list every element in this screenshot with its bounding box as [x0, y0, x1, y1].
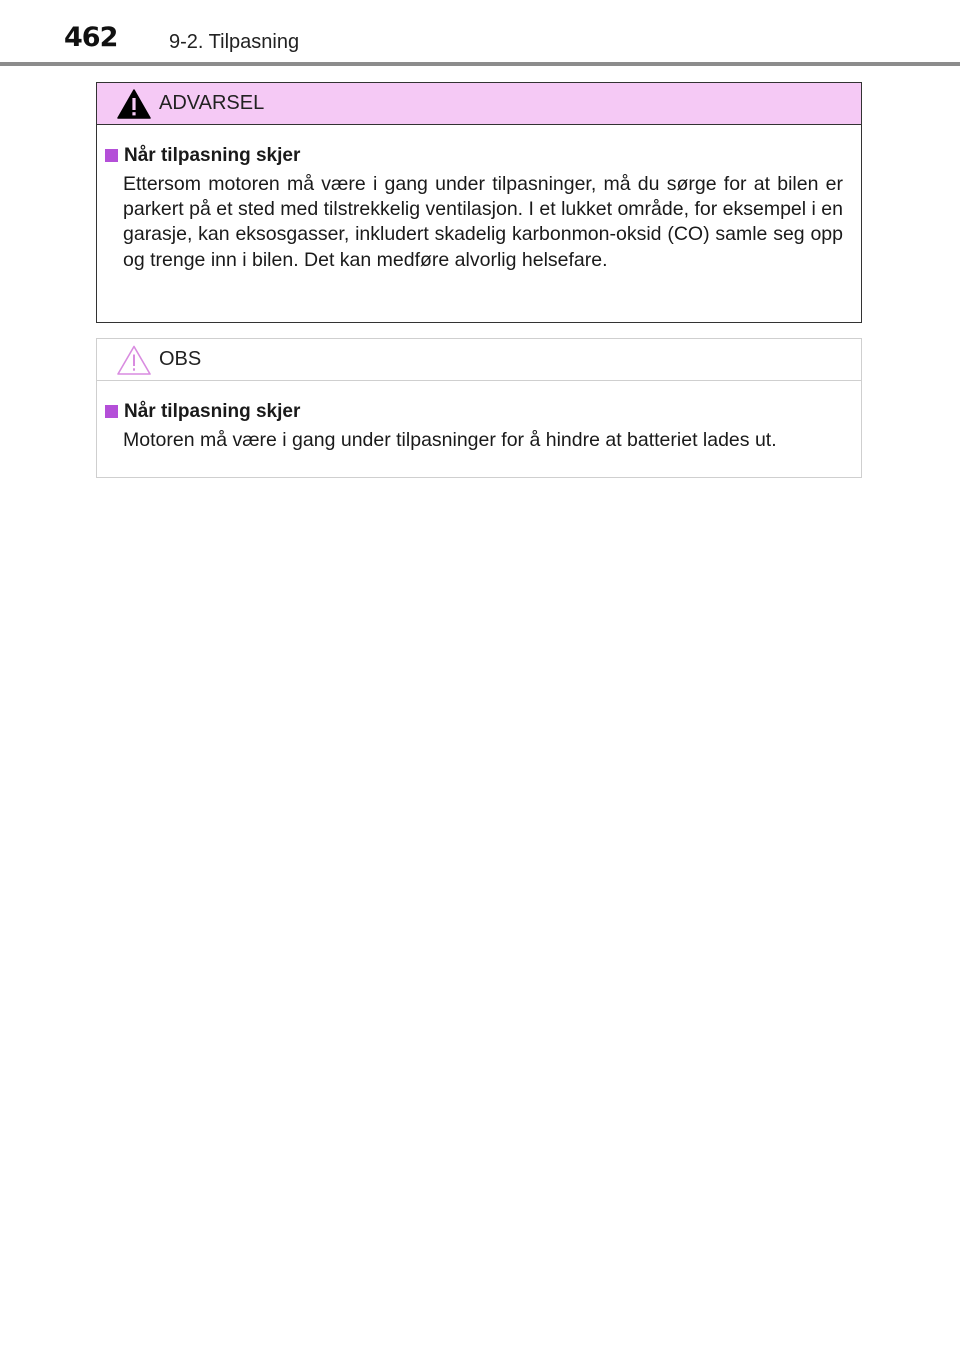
- notice-heading-text: Når tilpasning skjer: [124, 401, 301, 422]
- notice-box-header: [97, 339, 861, 381]
- notice-heading: [97, 400, 843, 424]
- square-bullet-icon: [105, 149, 118, 162]
- warning-heading: [97, 144, 843, 168]
- notice-text: Motoren må være i gang under tilpasninger for å hindre at batteriet lades ut.: [123, 429, 777, 451]
- warning-label: ADVARSEL: [159, 92, 265, 114]
- warning-box-header: [97, 83, 861, 125]
- notice-box: [96, 338, 862, 478]
- page-header: [0, 0, 960, 66]
- warning-text: Ettersom motoren må være i gang under tilpasninger, må du sørge for at bilen er parkert på et sted med tilstrekkelig ventilasjon. I et lukket område, for eksempel i en garasje, kan eksosgasser, inkludert skadelig karbonmon-oksid (CO) samle seg opp og trenge inn i bilen. Det kan medføre alvorlig helsefare.: [123, 173, 843, 271]
- warning-triangle-icon: [116, 88, 152, 120]
- notice-label: OBS: [159, 348, 202, 370]
- caution-triangle-outline-icon: [116, 344, 152, 376]
- section-title: 9-2. Tilpasning: [169, 31, 300, 53]
- warning-heading-text: Når tilpasning skjer: [124, 145, 301, 166]
- page-number: 462: [64, 22, 118, 53]
- header-divider: [0, 62, 960, 66]
- square-bullet-icon: [105, 405, 118, 418]
- notice-box-body: [97, 381, 861, 453]
- warning-box-body: [97, 125, 861, 273]
- warning-box: [96, 82, 862, 323]
